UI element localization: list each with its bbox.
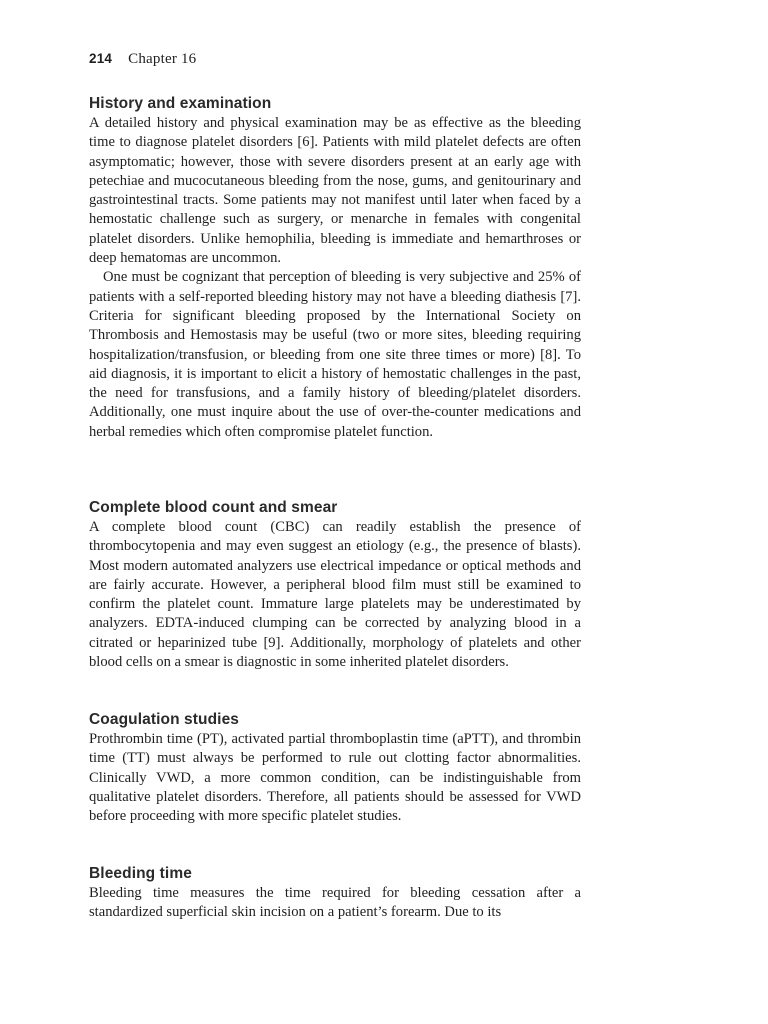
section-heading: Complete blood count and smear bbox=[89, 499, 338, 516]
paragraph: One must be cognizant that perception of bleeding is very subjective and 25% of patients with a self-reported bleeding history may not have a bleeding diathesis [7]. Criteria for significant bleeding proposed by the International Society on Thrombosis and Hemostasis may be useful (two or more sites, bleeding requiring hospitalization/transfusion, or bleeding from one site three times or more) [8]. To aid diagnosis, it is important to elicit a history of hemostatic challenges in the past, the need for transfusions, and a family history of bleeding/platelet disorders. Additionally, one must inquire about the use of over-the-counter medications and herbal remedies which often compromise platelet function. bbox=[89, 269, 581, 440]
section-cbc bbox=[89, 498, 581, 672]
paragraph: Prothrombin time (PT), activated partial thromboplastin time (aPTT), and thrombin time (TT) must always be performed to rule out clotting factor abnormalities. Clinically VWD, a more common condition, can be indistinguishable from qualitative platelet disorders. Therefore, all patients should be assessed for VWD before proceeding with more specific platelet studies. bbox=[89, 731, 581, 825]
section-heading: Coagulation studies bbox=[89, 711, 240, 728]
page bbox=[89, 48, 581, 70]
running-head bbox=[89, 48, 581, 70]
section-coagulation bbox=[89, 710, 581, 826]
section-heading: Bleeding time bbox=[89, 865, 192, 882]
section-heading: History and examination bbox=[89, 95, 272, 112]
chapter-label: Chapter 16 bbox=[128, 51, 197, 67]
section-history bbox=[89, 94, 581, 442]
paragraph: A detailed history and physical examination may be as effective as the bleeding time to diagnose platelet disorders [6]. Patients with mild platelet defects are often asymptomatic; however, those with severe disorders present at an early age with petechiae and mucocutaneous bleeding from the nose, gums, and genitourinary and gastrointestinal tracts. Some patients may not manifest until later when faced by a hemostatic challenge such as surgery, or menarche in females with congenital platelet disorders. Unlike hemophilia, bleeding is immediate and hemarthroses or deep hematomas are uncommon. bbox=[89, 115, 581, 267]
page-number: 214 bbox=[89, 51, 113, 66]
paragraph: Bleeding time measures the time required for bleeding cessation after a standardized superficial skin incision on a patient’s forearm. Due to its bbox=[89, 885, 581, 921]
paragraph: A complete blood count (CBC) can readily establish the presence of thrombocytopenia and may even suggest an etiology (e.g., the presence of blasts). Most modern automated analyzers use electrical impedance or optical methods and are fairly accurate. However, a peripheral blood film must still be examined to confirm the platelet count. Immature large platelets may be underestimated by analyzers. EDTA-induced clumping can be corrected by analyzing blood in a citrated or heparinized tube [9]. Additionally, morphology of platelets and other blood cells on a smear is diagnostic in some inherited platelet disorders. bbox=[89, 519, 581, 671]
section-bleeding-time bbox=[89, 864, 581, 923]
